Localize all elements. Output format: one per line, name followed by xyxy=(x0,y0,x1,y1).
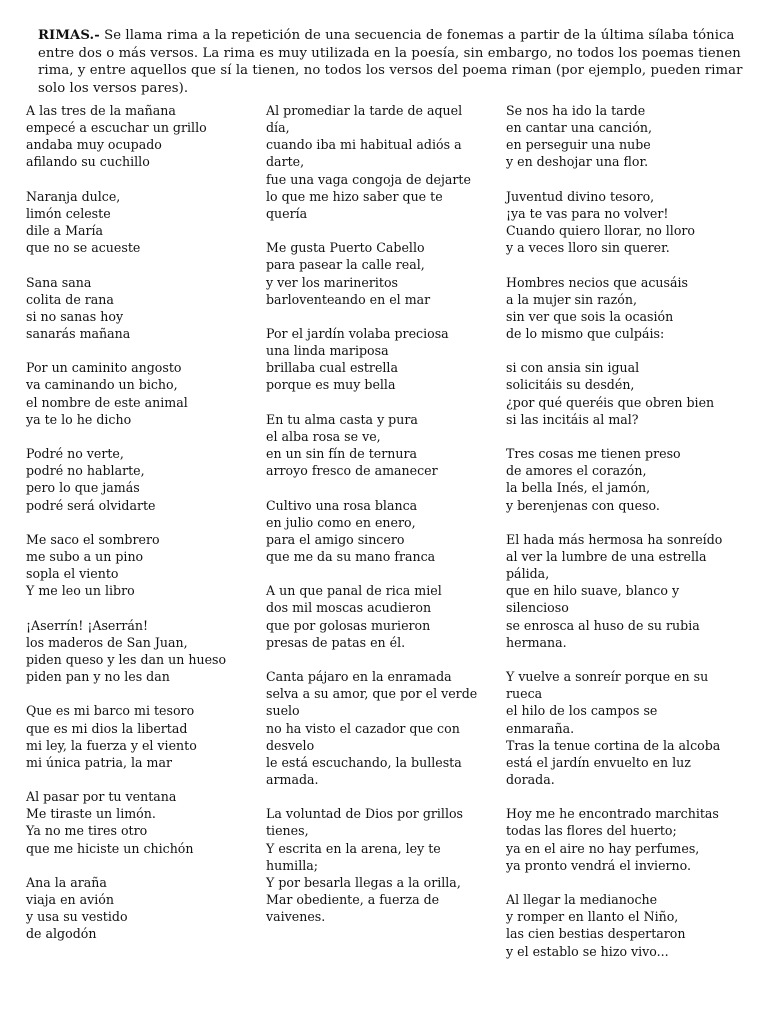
verse-line: los maderos de San Juan, xyxy=(26,634,188,650)
verse-line: piden queso y les dan un hueso xyxy=(26,651,227,667)
verse-line: Tras la tenue cortina de la alcoba xyxy=(506,737,721,753)
verse-line: Tres cosas me tienen preso xyxy=(506,446,681,462)
stanza xyxy=(26,874,254,943)
stanza xyxy=(266,411,494,480)
verse-line: pero lo que jamás xyxy=(26,480,140,496)
stanza xyxy=(506,102,754,171)
verse-line: sin ver que sois la ocasión xyxy=(506,308,674,324)
verse-line: barloventeando en el mar xyxy=(266,291,431,307)
verse-line: que por golosas murieron xyxy=(266,617,431,633)
verse-line: Ya no me tires otro xyxy=(26,823,148,839)
verse-line: enmaraña. xyxy=(506,720,575,736)
verse-line: ¿por qué queréis que obren bien xyxy=(506,394,715,410)
verse-line: vaivenes. xyxy=(266,909,326,925)
verse-line: Me tiraste un limón. xyxy=(26,806,156,822)
verse-line: Canta pájaro en la enramada xyxy=(266,669,452,685)
verse-line: le está escuchando, la bullesta xyxy=(266,754,462,770)
verse-line: arroyo fresco de amanecer xyxy=(266,463,438,479)
verse-line: Al llegar la medianoche xyxy=(506,892,658,908)
verse-line: una linda mariposa xyxy=(266,343,389,359)
verse-line: silencioso xyxy=(506,600,569,616)
verse-line: de algodón xyxy=(26,926,97,942)
verse-line: andaba muy ocupado xyxy=(26,137,162,153)
verse-line: ya te lo he dicho xyxy=(26,411,132,427)
verse-line: que es mi dios la libertad xyxy=(26,720,188,736)
verse-line: podré no hablarte, xyxy=(26,463,145,479)
verse-line: armada. xyxy=(266,772,319,787)
stanza xyxy=(26,702,254,771)
verse-line: en cantar una canción, xyxy=(506,120,653,136)
stanza xyxy=(266,102,494,222)
verse-line: Y por besarla llegas a la orilla, xyxy=(266,874,461,890)
verse-line: Que es mi barco mi tesoro xyxy=(26,703,195,719)
stanza xyxy=(506,805,754,874)
verse-line: ¡Aserrín! ¡Aserrán! xyxy=(26,617,149,633)
verse-line: Hombres necios que acusáis xyxy=(506,274,688,290)
verse-line: Me saco el sombrero xyxy=(26,531,160,547)
verse-line: brillaba cual estrella xyxy=(266,360,398,376)
verse-line: darte, xyxy=(266,154,305,170)
stanza xyxy=(506,188,754,257)
verse-line: hermana. xyxy=(506,634,567,650)
verse-line: rueca xyxy=(506,686,543,702)
verse-line: Juventud divino tesoro, xyxy=(506,188,655,204)
poem-column-2 xyxy=(266,102,494,943)
verse-line: mi ley, la fuerza y el viento xyxy=(26,737,197,753)
verse-line: desvelo xyxy=(266,737,315,753)
verse-line: en un sin fín de ternura xyxy=(266,446,418,462)
verse-line: Mar obediente, a fuerza de xyxy=(266,892,440,908)
verse-line: todas las flores del huerto; xyxy=(506,823,677,839)
verse-line: Al promediar la tarde de aquel xyxy=(266,103,463,118)
verse-line: ya en el aire no hay perfumes, xyxy=(506,840,700,856)
verse-line: está el jardín envuelto en luz xyxy=(506,754,691,770)
verse-line: limón celeste xyxy=(26,205,111,221)
verse-line: A un que panal de rica miel xyxy=(266,583,442,599)
verse-line: ¡ya te vas para no volver! xyxy=(506,205,669,221)
verse-line: se enrosca al huso de su rubia xyxy=(506,617,700,633)
verse-line: y ver los marineritos xyxy=(266,274,399,290)
verse-line: de lo mismo que culpáis: xyxy=(506,326,665,341)
stanza xyxy=(506,445,754,514)
verse-line: colita de rana xyxy=(26,291,114,307)
verse-line: y en deshojar una flor. xyxy=(506,154,649,170)
stanza xyxy=(26,445,254,514)
intro-text: Se llama rima a la repetición de una secuencia de fonemas a partir de la última sílaba tónica entre dos o más versos. La rima es muy utilizada en la poesía, sin embargo, no todos los poemas tienen rima, y entre aquellos que sí la tienen, no todos los versos del poema riman (por ejemplo, pueden rimar solo los versos pares). xyxy=(38,28,743,96)
verse-line: va caminando un bicho, xyxy=(26,377,178,393)
verse-line: solicitáis su desdén, xyxy=(506,377,635,393)
verse-line: el alba rosa se ve, xyxy=(266,428,381,444)
verse-line: que no se acueste xyxy=(26,240,141,256)
verse-line: que en hilo suave, blanco y xyxy=(506,583,680,599)
verse-line: Ana la araña xyxy=(26,874,107,890)
verse-line: sanarás mañana xyxy=(26,326,131,341)
stanza xyxy=(506,531,754,651)
poem-column-1 xyxy=(26,102,254,960)
verse-line: Sana sana xyxy=(26,274,92,290)
verse-line: viaja en avión xyxy=(26,892,114,908)
verse-line: podré será olvidarte xyxy=(26,497,156,513)
stanza xyxy=(26,274,254,343)
verse-line: me subo a un pino xyxy=(26,548,144,564)
verse-line: el hilo de los campos se xyxy=(506,703,658,719)
verse-line: en perseguir una nube xyxy=(506,137,651,153)
verse-line: fue una vaga congoja de dejarte xyxy=(266,171,471,187)
stanza xyxy=(506,359,754,428)
verse-line: Y me leo un libro xyxy=(26,583,135,599)
verse-line: lo que me hizo saber que te xyxy=(266,188,443,204)
verse-line: Cultivo una rosa blanca xyxy=(266,497,418,513)
verse-line: para el amigo sincero xyxy=(266,531,405,547)
verse-line: Y escrita en la arena, ley te xyxy=(266,840,441,856)
verse-line: presas de patas en él. xyxy=(266,634,406,650)
stanza xyxy=(266,805,494,925)
verse-line: dile a María xyxy=(26,223,104,239)
verse-line: dorada. xyxy=(506,772,555,787)
verse-line: Naranja dulce, xyxy=(26,188,121,204)
stanza xyxy=(266,325,494,394)
stanza xyxy=(506,891,754,960)
verse-line: Y vuelve a sonreír porque en su xyxy=(506,669,709,685)
stanza xyxy=(266,497,494,566)
verse-line: si no sanas hoy xyxy=(26,308,124,324)
verse-line: no ha visto el cazador que con xyxy=(266,720,460,736)
verse-line: las cien bestias despertaron xyxy=(506,926,686,942)
verse-line: que me hiciste un chichón xyxy=(26,840,194,856)
verse-line: empecé a escuchar un grillo xyxy=(26,120,207,136)
verse-line: pálida, xyxy=(506,566,550,582)
verse-line: afilando su cuchillo xyxy=(26,154,150,170)
stanza xyxy=(26,788,254,857)
verse-line: selva a su amor, que por el verde xyxy=(266,686,478,702)
stanza xyxy=(26,531,254,600)
verse-line: y romper en llanto el Niño, xyxy=(506,909,679,925)
verse-line: mi única patria, la mar xyxy=(26,754,172,770)
verse-line: Al pasar por tu ventana xyxy=(26,789,177,805)
verse-line: quería xyxy=(266,205,308,221)
verse-line: Se nos ha ido la tarde xyxy=(506,103,646,118)
verse-line: al ver la lumbre de una estrella xyxy=(506,548,707,564)
verse-line: Por el jardín volaba preciosa xyxy=(266,326,449,341)
stanza xyxy=(506,668,754,788)
verse-line: Hoy me he encontrado marchitas xyxy=(506,806,719,822)
verse-line: que me da su mano franca xyxy=(266,549,436,564)
poem-column-3 xyxy=(506,102,754,977)
verse-line: cuando iba mi habitual adiós a xyxy=(266,137,462,153)
stanza xyxy=(506,274,754,343)
verse-line: A las tres de la mañana xyxy=(26,103,176,118)
stanza xyxy=(26,188,254,257)
verse-line: piden pan y no les dan xyxy=(26,669,170,685)
verse-line: en julio como en enero, xyxy=(266,514,416,530)
verse-line: tienes, xyxy=(266,823,309,839)
verse-line: ya pronto vendrá el invierno. xyxy=(506,857,692,873)
stanza xyxy=(26,102,254,171)
stanza xyxy=(266,582,494,651)
verse-line: humilla; xyxy=(266,857,318,873)
verse-line: y usa su vestido xyxy=(26,909,128,925)
verse-line: y el establo se hizo vivo... xyxy=(506,943,669,959)
verse-line: suelo xyxy=(266,703,300,719)
verse-line: y a veces lloro sin querer. xyxy=(506,240,670,256)
verse-line: si con ansia sin igual xyxy=(506,360,640,376)
verse-line: sopla el viento xyxy=(26,566,119,582)
verse-line: la bella Inés, el jamón, xyxy=(506,480,651,496)
verse-line: Me gusta Puerto Cabello xyxy=(266,240,425,256)
stanza xyxy=(26,617,254,686)
verse-line: Podré no verte, xyxy=(26,446,124,462)
verse-line: Por un caminito angosto xyxy=(26,360,182,376)
stanza xyxy=(26,359,254,428)
verse-line: y berenjenas con queso. xyxy=(506,497,660,513)
verse-line: si las incitáis al mal? xyxy=(506,411,639,427)
verse-line: Cuando quiero llorar, no lloro xyxy=(506,223,696,239)
verse-line: a la mujer sin razón, xyxy=(506,291,637,307)
intro-paragraph xyxy=(38,27,750,97)
stanza xyxy=(266,239,494,308)
verse-line: el nombre de este animal xyxy=(26,394,188,410)
verse-line: porque es muy bella xyxy=(266,377,396,393)
verse-line: día, xyxy=(266,120,290,136)
verse-line: En tu alma casta y pura xyxy=(266,411,418,427)
verse-line: para pasear la calle real, xyxy=(266,257,425,273)
verse-line: La voluntad de Dios por grillos xyxy=(266,806,464,822)
verse-line: dos mil moscas acudieron xyxy=(266,600,432,616)
verse-line: de amores el corazón, xyxy=(506,463,647,479)
intro-term: RIMAS.- xyxy=(38,28,100,44)
stanza xyxy=(266,668,494,788)
verse-line: El hada más hermosa ha sonreído xyxy=(506,531,723,547)
